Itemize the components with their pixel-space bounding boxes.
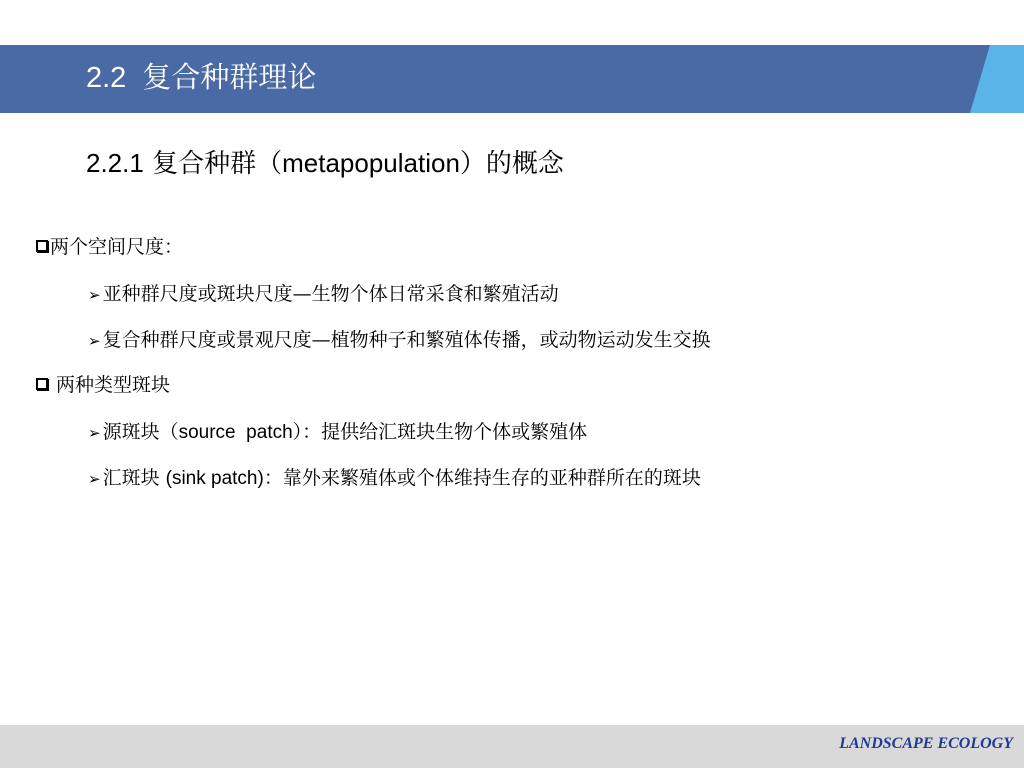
- list-item-latin: (sink patch): [165, 468, 264, 489]
- square-bullet-icon: [36, 240, 48, 252]
- slide-title: [86, 57, 316, 98]
- footer-bar: [0, 725, 1024, 768]
- list-item: [88, 464, 701, 493]
- subtitle-text-before: 复合种群（: [152, 149, 283, 179]
- section-number: 2.2: [86, 62, 127, 94]
- square-bullet-icon: [36, 378, 48, 390]
- bullet-label: 两个空间尺度：: [50, 236, 184, 258]
- arrow-bullet-icon: ➢: [88, 332, 101, 350]
- bullet-patch-types: [36, 371, 170, 399]
- list-item-suffix: ：靠外来繁殖体或个体维持生存的亚种群所在的斑块: [263, 467, 701, 489]
- bullet-label: 两种类型斑块: [56, 374, 171, 396]
- section-title: 复合种群理论: [142, 60, 317, 94]
- subtitle: [86, 145, 564, 182]
- arrow-bullet-icon: ➢: [88, 424, 101, 442]
- list-item-prefix: 源斑块（: [102, 421, 179, 443]
- list-item-text: 复合种群尺度或景观尺度—植物种子和繁殖体传播，或动物运动发生交换: [102, 329, 711, 351]
- list-item-latin: source patch: [178, 422, 293, 443]
- bullet-spatial-scales: [36, 233, 183, 261]
- list-item: [88, 418, 587, 447]
- list-item-suffix: ）：提供给汇斑块生物个体或繁殖体: [292, 421, 588, 443]
- list-item-prefix: 汇斑块: [102, 467, 166, 489]
- footer-brand: LANDSCAPE ECOLOGY: [839, 735, 1013, 752]
- title-bar: [0, 45, 1024, 113]
- list-item: [88, 280, 559, 309]
- list-item: [88, 326, 711, 355]
- arrow-bullet-icon: ➢: [88, 470, 101, 488]
- title-accent-stripe: [970, 45, 1024, 113]
- list-item-text: 亚种群尺度或斑块尺度—生物个体日常采食和繁殖活动: [102, 283, 559, 305]
- subtitle-text-after: ）的概念: [459, 149, 564, 179]
- subtitle-number: 2.2.1: [86, 148, 144, 178]
- subtitle-term: metapopulation: [282, 148, 460, 178]
- arrow-bullet-icon: ➢: [88, 286, 101, 304]
